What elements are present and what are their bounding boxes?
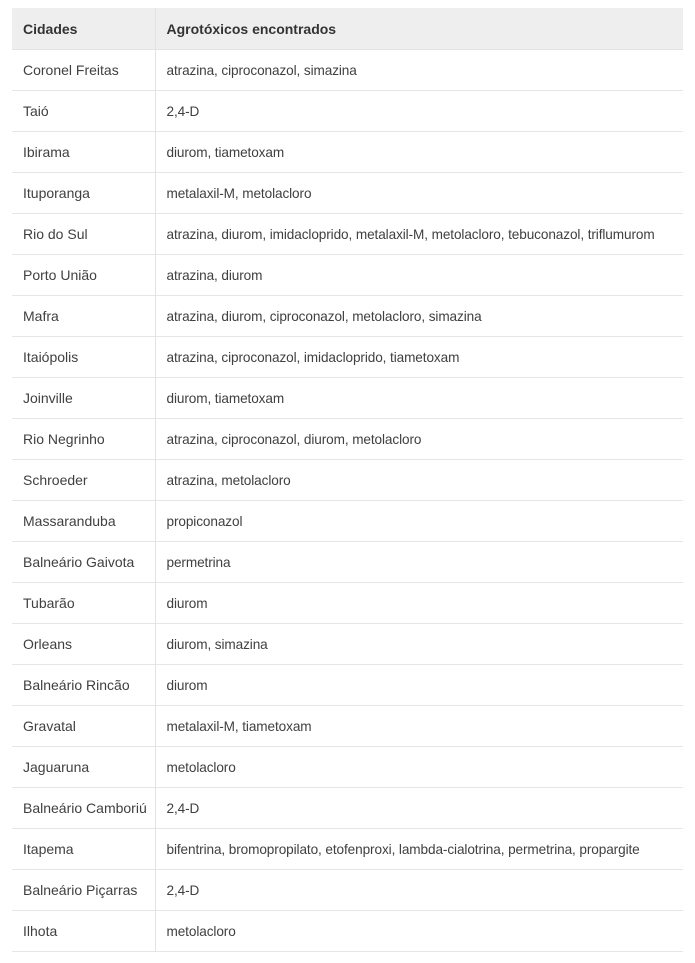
city-cell: Schroeder xyxy=(12,460,155,501)
table-row xyxy=(12,624,683,665)
pesticides-cell: bifentrina, bromopropilato, etofenproxi, lambda-cialotrina, permetrina, propargite xyxy=(155,829,683,870)
city-cell: Balneário Piçarras xyxy=(12,870,155,911)
pesticides-cell: atrazina, diurom xyxy=(155,255,683,296)
table-row xyxy=(12,501,683,542)
city-cell: Porto União xyxy=(12,255,155,296)
table-row xyxy=(12,173,683,214)
pesticides-cell: permetrina xyxy=(155,542,683,583)
pesticides-cell: 2,4-D xyxy=(155,91,683,132)
table-body xyxy=(12,50,683,952)
city-cell: Ilhota xyxy=(12,911,155,952)
city-cell: Jaguaruna xyxy=(12,747,155,788)
pesticides-cell: metalaxil-M, metolacloro xyxy=(155,173,683,214)
city-cell: Taió xyxy=(12,91,155,132)
city-cell: Balneário Camboriú xyxy=(12,788,155,829)
city-cell: Tubarão xyxy=(12,583,155,624)
pesticides-cell: propiconazol xyxy=(155,501,683,542)
table-row xyxy=(12,419,683,460)
table-row xyxy=(12,583,683,624)
pesticides-cell: diurom, tiametoxam xyxy=(155,378,683,419)
pesticides-cell: atrazina, diurom, ciproconazol, metolacloro, simazina xyxy=(155,296,683,337)
table-row xyxy=(12,214,683,255)
city-cell: Coronel Freitas xyxy=(12,50,155,91)
city-cell: Rio do Sul xyxy=(12,214,155,255)
table-row xyxy=(12,296,683,337)
pesticides-cell: diurom, simazina xyxy=(155,624,683,665)
table-row xyxy=(12,911,683,952)
table-row xyxy=(12,870,683,911)
pesticides-cell: atrazina, diurom, imidacloprido, metalaxil-M, metolacloro, tebuconazol, triflumurom xyxy=(155,214,683,255)
table-row xyxy=(12,378,683,419)
pesticides-cell: diurom, tiametoxam xyxy=(155,132,683,173)
city-cell: Balneário Gaivota xyxy=(12,542,155,583)
city-cell: Rio Negrinho xyxy=(12,419,155,460)
city-cell: Orleans xyxy=(12,624,155,665)
city-cell: Ibirama xyxy=(12,132,155,173)
city-cell: Ituporanga xyxy=(12,173,155,214)
pesticides-cell: atrazina, metolacloro xyxy=(155,460,683,501)
header-row xyxy=(12,8,683,50)
table-row xyxy=(12,255,683,296)
pesticides-table-container xyxy=(12,8,683,952)
table-row xyxy=(12,788,683,829)
table-row xyxy=(12,337,683,378)
pesticides-cell: metolacloro xyxy=(155,747,683,788)
pesticides-cell: diurom xyxy=(155,583,683,624)
pesticides-cell: atrazina, ciproconazol, imidacloprido, tiametoxam xyxy=(155,337,683,378)
city-cell: Massaranduba xyxy=(12,501,155,542)
pesticides-cell: diurom xyxy=(155,665,683,706)
table-row xyxy=(12,542,683,583)
pesticides-table xyxy=(12,8,683,952)
city-cell: Itaiópolis xyxy=(12,337,155,378)
city-cell: Mafra xyxy=(12,296,155,337)
city-cell: Balneário Rincão xyxy=(12,665,155,706)
table-row xyxy=(12,706,683,747)
pesticides-cell: metalaxil-M, tiametoxam xyxy=(155,706,683,747)
table-row xyxy=(12,91,683,132)
table-row xyxy=(12,747,683,788)
city-cell: Gravatal xyxy=(12,706,155,747)
pesticides-cell: atrazina, ciproconazol, simazina xyxy=(155,50,683,91)
table-row xyxy=(12,829,683,870)
header-pesticides: Agrotóxicos encontrados xyxy=(155,8,683,50)
pesticides-cell: 2,4-D xyxy=(155,870,683,911)
city-cell: Itapema xyxy=(12,829,155,870)
table-row xyxy=(12,460,683,501)
pesticides-cell: 2,4-D xyxy=(155,788,683,829)
table-row xyxy=(12,665,683,706)
table-row xyxy=(12,50,683,91)
table-header xyxy=(12,8,683,50)
table-row xyxy=(12,132,683,173)
city-cell: Joinville xyxy=(12,378,155,419)
header-city: Cidades xyxy=(12,8,155,50)
pesticides-cell: metolacloro xyxy=(155,911,683,952)
pesticides-cell: atrazina, ciproconazol, diurom, metolacloro xyxy=(155,419,683,460)
